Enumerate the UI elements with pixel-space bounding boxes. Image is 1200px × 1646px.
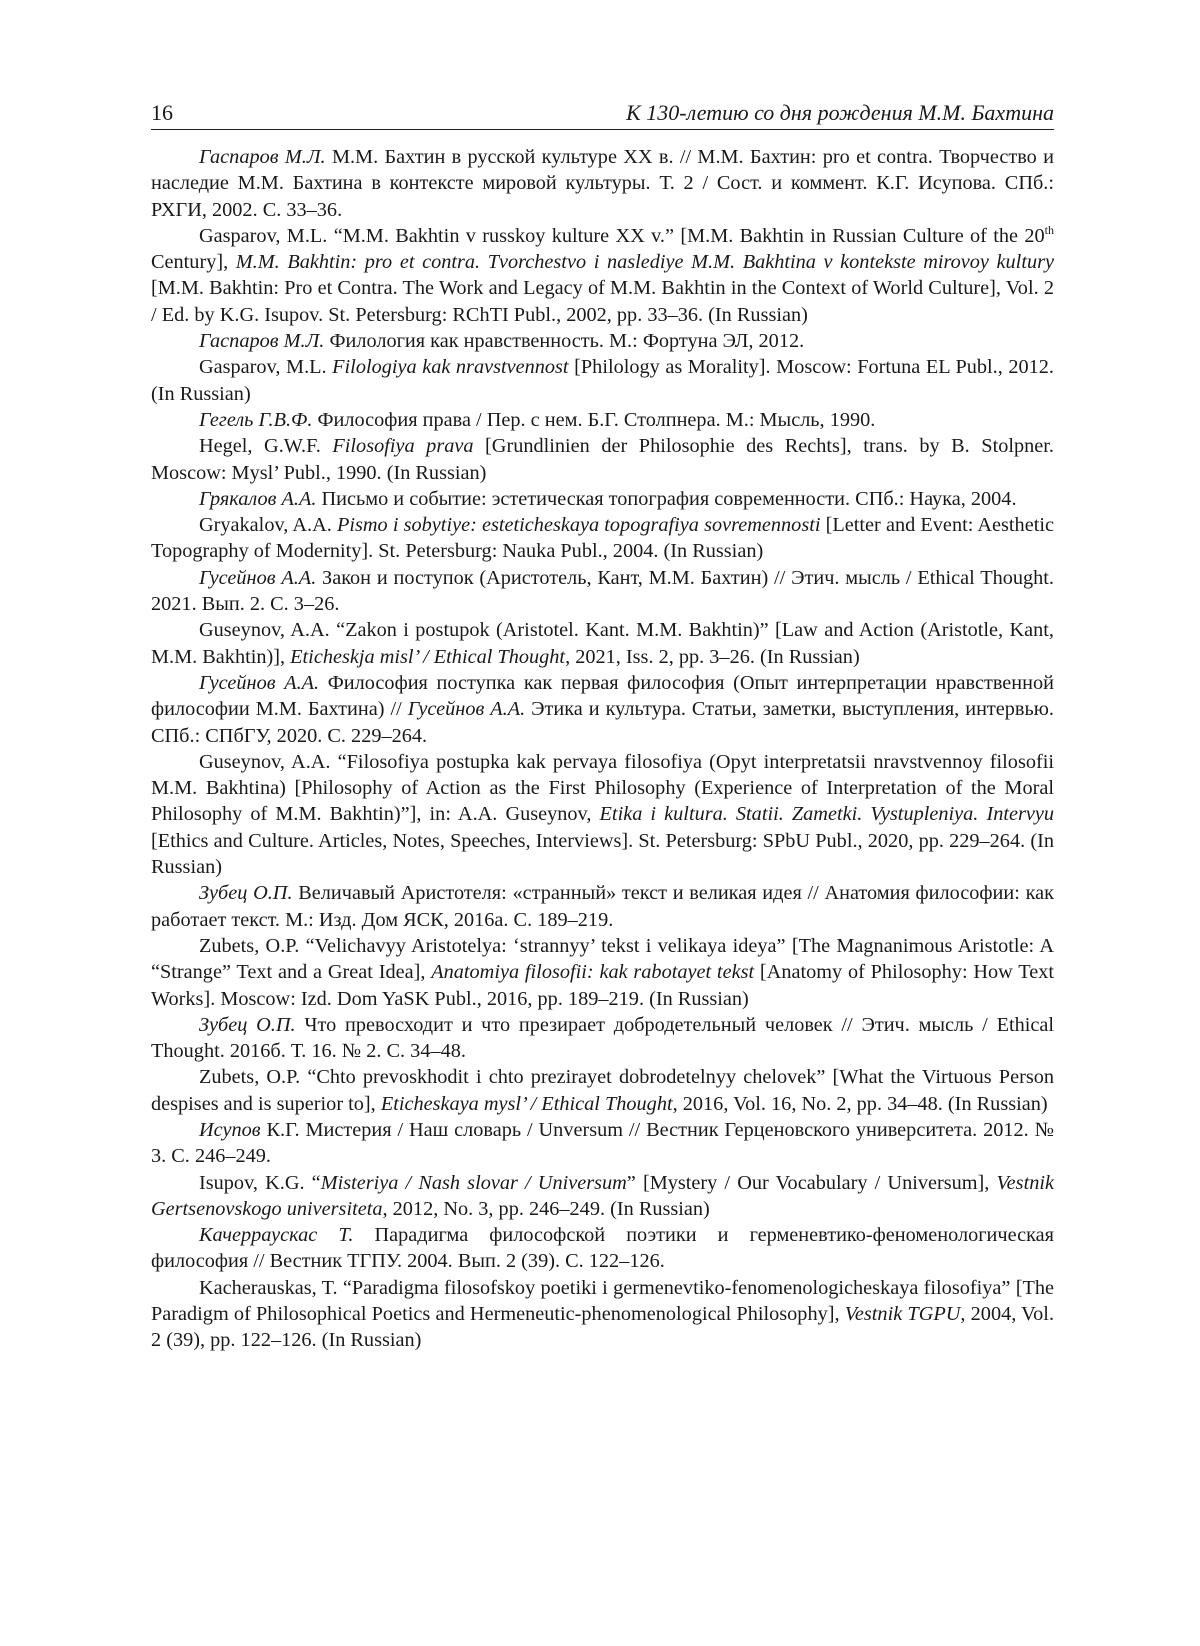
reference-entry — [151, 880, 1054, 933]
reference-list — [151, 144, 1054, 1354]
reference-text-segment: [Anatomy of Philosophy: How Text Works]. Moscow: Izd. Dom YaSK Publ., 2016, pp. 189–219. (In Russian) — [151, 961, 1055, 1010]
reference-text-segment: Gryakalov, A.A. — [199, 514, 337, 537]
reference-text-segment: , 2021, Iss. 2, pp. 3–26. (In Russian) — [565, 645, 860, 668]
reference-superscript: th — [1044, 223, 1054, 238]
reference-text-segment: Парадигма философской поэтики и герменевтико-феноменологическая философия // Вестник ТГПУ. 2004. Вып. 2 (39). С. 122–126. — [151, 1224, 1054, 1273]
reference-entry — [151, 1117, 1054, 1170]
reference-entry — [151, 407, 1054, 433]
reference-italic-segment: M.M. Bakhtin: pro et contra. Tvorchestvo i naslediye M.M. Bakhtina v kontekste mirovoy kultury — [235, 251, 1054, 274]
reference-text-segment: Century], — [151, 251, 236, 274]
page — [151, 100, 1054, 1354]
reference-italic-segment: Eticheskaya mysl’ / Ethical Thought — [380, 1092, 673, 1115]
reference-text-segment: Закон и поступок (Аристотель, Кант, М.М. Бахтин) // Этич. мысль / Ethical Thought. 2021. Вып. 2. С. 3–26. — [151, 566, 1054, 616]
reference-text-segment: Филология как нравственность. М.: Фортуна ЭЛ, 2012. — [324, 330, 805, 353]
reference-entry — [151, 670, 1054, 749]
reference-italic-segment: Filosofiya prava — [332, 435, 474, 458]
reference-text-segment: К.Г. Мистерия / Наш словарь / Unversum // Вестник Герценовского университета. 2012. № 3. С. 246–249. — [151, 1118, 1054, 1168]
reference-entry — [151, 144, 1054, 223]
reference-text-segment: [Ethics and Culture. Articles, Notes, Speeches, Interviews]. St. Petersburg: SPbU Publ., 2020, pp. 229–264. (In Russian) — [151, 829, 1054, 879]
reference-entry — [151, 328, 1054, 354]
reference-entry — [151, 433, 1054, 486]
reference-text-segment: [Philology as Morality]. Moscow: Fortuna EL Publ., 2012. (In Russian) — [151, 356, 1054, 405]
reference-italic-segment: Filologiya kak nravstvennost — [332, 356, 569, 379]
reference-text-segment: [Grundlinien der Philosophie des Rechts], trans. by B. Stolpner. Moscow: Mysl’ Publ., 1990. (In Russian) — [151, 435, 1054, 484]
reference-text-segment: ” [Mystery / Our Vocabulary / Universum], — [626, 1171, 997, 1194]
reference-text-segment: , 2004, Vol. 2 (39), pp. 122–126. (In Russian) — [151, 1303, 1055, 1352]
reference-entry — [151, 223, 1054, 328]
reference-italic-segment: Etika i kultura. Statii. Zametki. Vystupleniya. Intervyu — [599, 803, 1055, 826]
running-title: К 130-летию со дня рождения М.М. Бахтина — [626, 100, 1054, 125]
reference-entry — [151, 1064, 1054, 1117]
reference-italic-segment: Гаспаров М.Л. — [199, 146, 326, 168]
reference-italic-segment: Исупов — [199, 1118, 261, 1141]
reference-entry — [151, 354, 1054, 407]
reference-italic-segment: Гусейнов А.А. — [199, 566, 317, 589]
reference-italic-segment: Гусейнов А.А. — [199, 671, 320, 694]
page-number: 16 — [151, 100, 173, 125]
reference-text-segment: [Letter and Event: Aesthetic Topography of Modernity]. St. Petersburg: Nauka Publ., 2004. (In Russian) — [151, 514, 1054, 563]
reference-text-segment: Hegel, G.W.F. — [199, 435, 333, 458]
reference-entry — [151, 486, 1054, 512]
reference-entry — [151, 512, 1054, 565]
reference-text-segment: Guseynov, A.A. “Zakon i postupok (Aristotel. Kant. M.M. Bakhtin)” [Law and Action (Aristotle, Kant, M.M. Bakhtin)], — [151, 619, 1054, 668]
reference-text-segment: Guseynov, A.A. “Filosofiya postupka kak pervaya filosofiya (Opyt interpretatsii nravstvennoy filosofii M.M. Bakhtina) [Philosophy of Action as the First Philosophy (Experience of Interpretation of the Moral Philosophy of M.M. Bakhtin)”], in: A.A. Guseynov, — [151, 750, 1054, 826]
reference-italic-segment: Гегель Г.В.Ф. — [199, 408, 313, 431]
reference-text-segment: Gasparov, M.L. — [199, 356, 333, 379]
reference-text-segment: Этика и культура. Статьи, заметки, выступления, интервью. СПб.: СПбГУ, 2020. С. 229–264. — [151, 698, 1054, 747]
reference-entry — [151, 565, 1054, 618]
reference-text-segment: Что превосходит и что презирает добродетельный человек // Этич. мысль / Ethical Thought. 2016б. Т. 16. № 2. С. 34–48. — [151, 1013, 1055, 1063]
reference-italic-segment: Качерраускас Т. — [199, 1224, 354, 1247]
reference-italic-segment: Vestnik TGPU — [844, 1303, 961, 1326]
reference-text-segment: , 2012, No. 3, pp. 246–249. (In Russian) — [382, 1197, 710, 1220]
reference-entry — [151, 1170, 1054, 1223]
reference-text-segment: М.М. Бахтин в русской культуре XX в. // М.М. Бахтин: pro et contra. Творчество и наследие М.М. Бахтина в контексте мировой культуры. Т. 2 / Сост. и коммент. К.Г. Исупова. СПб.: РХГИ, 2002. С. 33–36. — [151, 146, 1054, 221]
reference-entry — [151, 933, 1054, 1012]
reference-italic-segment: Гаспаров М.Л. — [199, 330, 325, 353]
reference-text-segment: Философия поступка как первая философия (Опыт интерпретации нравственной философии М.М. Бахтина) // — [151, 671, 1054, 721]
reference-text-segment: , 2016, Vol. 16, No. 2, pp. 34–48. (In Russian) — [672, 1092, 1048, 1115]
reference-text-segment: Zubets, O.P. “Chto prevoskhodit i chto prezirayet dobrodetelnyy chelovek” [What the Virtuous Person despises and is superior to], — [151, 1066, 1054, 1115]
reference-text-segment: Isupov, K.G. “ — [199, 1171, 321, 1194]
reference-text-segment: Zubets, O.P. “Velichavyy Aristotelya: ‘strannyy’ tekst i velikaya ideya” [The Magnanimous Aristotle: A “Strange” Text and a Great Idea], — [151, 934, 1054, 984]
reference-entry — [151, 1275, 1054, 1354]
reference-italic-segment: Зубец О.П. — [199, 882, 293, 905]
reference-italic-segment: Vestnik Gertsenovskogo universiteta — [151, 1171, 1054, 1220]
reference-text-segment: Kacherauskas, T. “Paradigma filosofskoy poetiki i germenevtiko-fenomenologicheskaya filosofiya” [The Paradigm of Philosophical Poetics and Hermeneutic-phenomenological Philosophy], — [151, 1276, 1054, 1326]
reference-entry — [151, 617, 1054, 670]
reference-text-segment: Письмо и событие: эстетическая топография современности. СПб.: Наука, 2004. — [316, 487, 1017, 510]
reference-text-segment: [M.M. Bakhtin: Pro et Contra. The Work and Legacy of M.M. Bakhtin in the Context of World Culture], Vol. 2 / Ed. by K.G. Isupov. St. Petersburg: RChTI Publ., 2002, pp. 33–36. (In Russian) — [151, 277, 1054, 326]
reference-text-segment: Величавый Аристотеля: «странный» текст и великая идея // Анатомия философии: как работает текст. М.: Изд. Дом ЯСК, 2016а. С. 189–219. — [151, 882, 1055, 931]
reference-text-segment: Gasparov, M.L. “M.M. Bakhtin v russkoy kulture XX v.” [M.M. Bakhtin in Russian Culture of the 20 — [199, 224, 1045, 247]
reference-entry — [151, 1012, 1054, 1065]
reference-text-segment: Философия права / Пер. с нем. Б.Г. Столпнера. М.: Мысль, 1990. — [312, 408, 876, 431]
reference-italic-segment: Anatomiya filosofii: kak rabotayet tekst — [431, 961, 755, 984]
reference-italic-segment: Pismo i sobytiye: esteticheskaya topografiya sovremennosti — [336, 514, 821, 537]
reference-italic-segment: Eticheskja misl’ / Ethical Thought — [290, 645, 566, 668]
reference-italic-segment: Misteriya / Nash slovar / Universum — [320, 1171, 627, 1194]
running-header — [151, 100, 1054, 130]
reference-entry — [151, 749, 1054, 880]
reference-italic-segment: Зубец О.П. — [199, 1013, 296, 1036]
reference-entry — [151, 1222, 1054, 1275]
reference-italic-segment: Грякалов А.А. — [199, 487, 317, 510]
reference-italic-segment: Гусейнов А.А. — [407, 698, 526, 721]
